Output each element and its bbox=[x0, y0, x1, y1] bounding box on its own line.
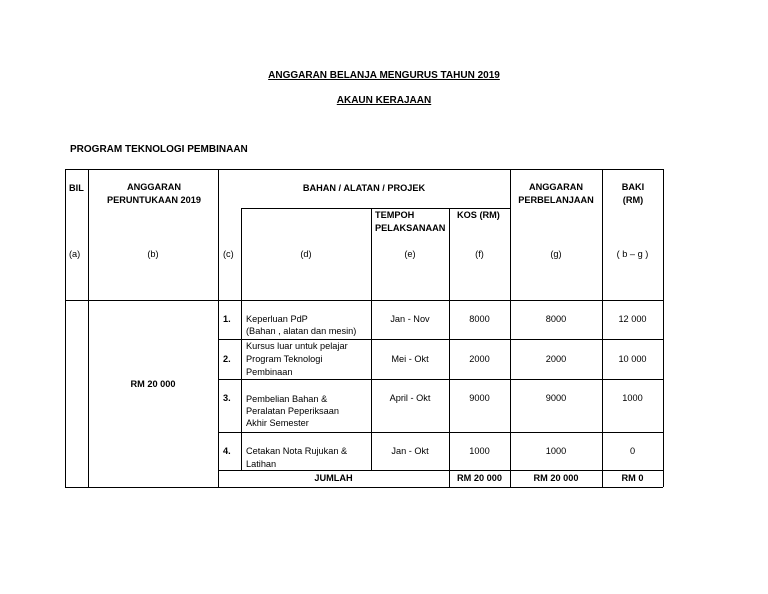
code-b-minus-g: ( b – g ) bbox=[616, 249, 649, 259]
header-bil: BIL bbox=[69, 183, 84, 193]
row-item-line: Akhir Semester bbox=[246, 418, 309, 428]
row-baki: 1000 bbox=[622, 393, 643, 403]
row-baki: 10 000 bbox=[618, 354, 647, 364]
row-tempoh: Jan - Nov bbox=[390, 314, 430, 324]
row-perbelanjaan: 2000 bbox=[545, 354, 567, 364]
code-a: (a) bbox=[69, 249, 81, 259]
row-tempoh: Mei - Okt bbox=[391, 354, 429, 364]
header-perbelanjaan: ANGGARAN PERBELANJAAN bbox=[518, 182, 594, 205]
total-kos: RM 20 000 bbox=[457, 473, 502, 483]
grid-line bbox=[218, 432, 663, 433]
row-item-line: Pembelian Bahan & bbox=[246, 394, 328, 404]
code-d: (d) bbox=[300, 249, 312, 259]
code-b: (b) bbox=[147, 249, 159, 259]
table-border-left bbox=[65, 169, 66, 487]
row-number: 4. bbox=[223, 446, 231, 456]
table-border-top bbox=[65, 169, 663, 170]
code-f: (f) bbox=[475, 249, 484, 259]
row-kos: 2000 bbox=[469, 354, 490, 364]
document-title: ANGGARAN BELANJA MENGURUS TAHUN 2019 bbox=[268, 70, 500, 81]
row-item-line: Pembinaan bbox=[246, 367, 293, 377]
row-item-line: Kursus luar untuk pelajar bbox=[246, 341, 348, 351]
row-baki: 12 000 bbox=[618, 314, 647, 324]
row-item-line: Keperluan PdP bbox=[246, 314, 308, 324]
row-kos: 1000 bbox=[469, 446, 490, 456]
grid-line bbox=[88, 169, 89, 487]
allocation-amount: RM 20 000 bbox=[130, 379, 176, 389]
row-kos: 9000 bbox=[469, 393, 490, 403]
grid-line bbox=[218, 470, 663, 471]
grid-line bbox=[218, 169, 219, 487]
row-item-line: Program Teknologi bbox=[246, 354, 323, 364]
row-tempoh: Jan - Okt bbox=[391, 446, 429, 456]
code-e: (e) bbox=[404, 249, 416, 259]
row-item-line: Latihan bbox=[246, 459, 277, 469]
row-item-line: Peralatan Peperiksaan bbox=[246, 406, 339, 416]
program-heading: PROGRAM TEKNOLOGI PEMBINAAN bbox=[70, 144, 248, 155]
row-perbelanjaan: 9000 bbox=[545, 393, 567, 403]
grid-line bbox=[602, 169, 603, 487]
header-baki: BAKI (RM) bbox=[621, 182, 645, 205]
grid-line bbox=[218, 379, 663, 380]
total-baki: RM 0 bbox=[621, 473, 644, 483]
code-c: (c) bbox=[223, 249, 234, 259]
row-tempoh: April - Okt bbox=[389, 393, 431, 403]
header-tempoh: TEMPOH PELAKSANAAN bbox=[375, 210, 446, 233]
grid-line bbox=[65, 300, 663, 301]
row-baki: 0 bbox=[629, 446, 636, 456]
row-number: 2. bbox=[223, 354, 231, 364]
table-border-bottom bbox=[65, 487, 663, 488]
grid-line bbox=[510, 169, 511, 487]
header-peruntukaan: ANGGARAN PERUNTUKAAN 2019 bbox=[107, 182, 201, 205]
row-perbelanjaan: 1000 bbox=[545, 446, 567, 456]
header-kos: KOS (RM) bbox=[457, 210, 500, 220]
row-kos: 8000 bbox=[469, 314, 490, 324]
row-number: 1. bbox=[223, 314, 231, 324]
code-g: (g) bbox=[550, 249, 562, 259]
header-bahan: BAHAN / ALATAN / PROJEK bbox=[302, 183, 426, 193]
document-subtitle: AKAUN KERAJAAN bbox=[336, 95, 432, 106]
row-perbelanjaan: 8000 bbox=[545, 314, 567, 324]
row-item-line: Cetakan Nota Rujukan & bbox=[246, 446, 348, 456]
row-item-line: (Bahan , alatan dan mesin) bbox=[246, 326, 357, 336]
table-border-right bbox=[663, 169, 664, 487]
total-label: JUMLAH bbox=[314, 473, 353, 483]
row-number: 3. bbox=[223, 393, 231, 403]
total-perbelanjaan: RM 20 000 bbox=[533, 473, 579, 483]
